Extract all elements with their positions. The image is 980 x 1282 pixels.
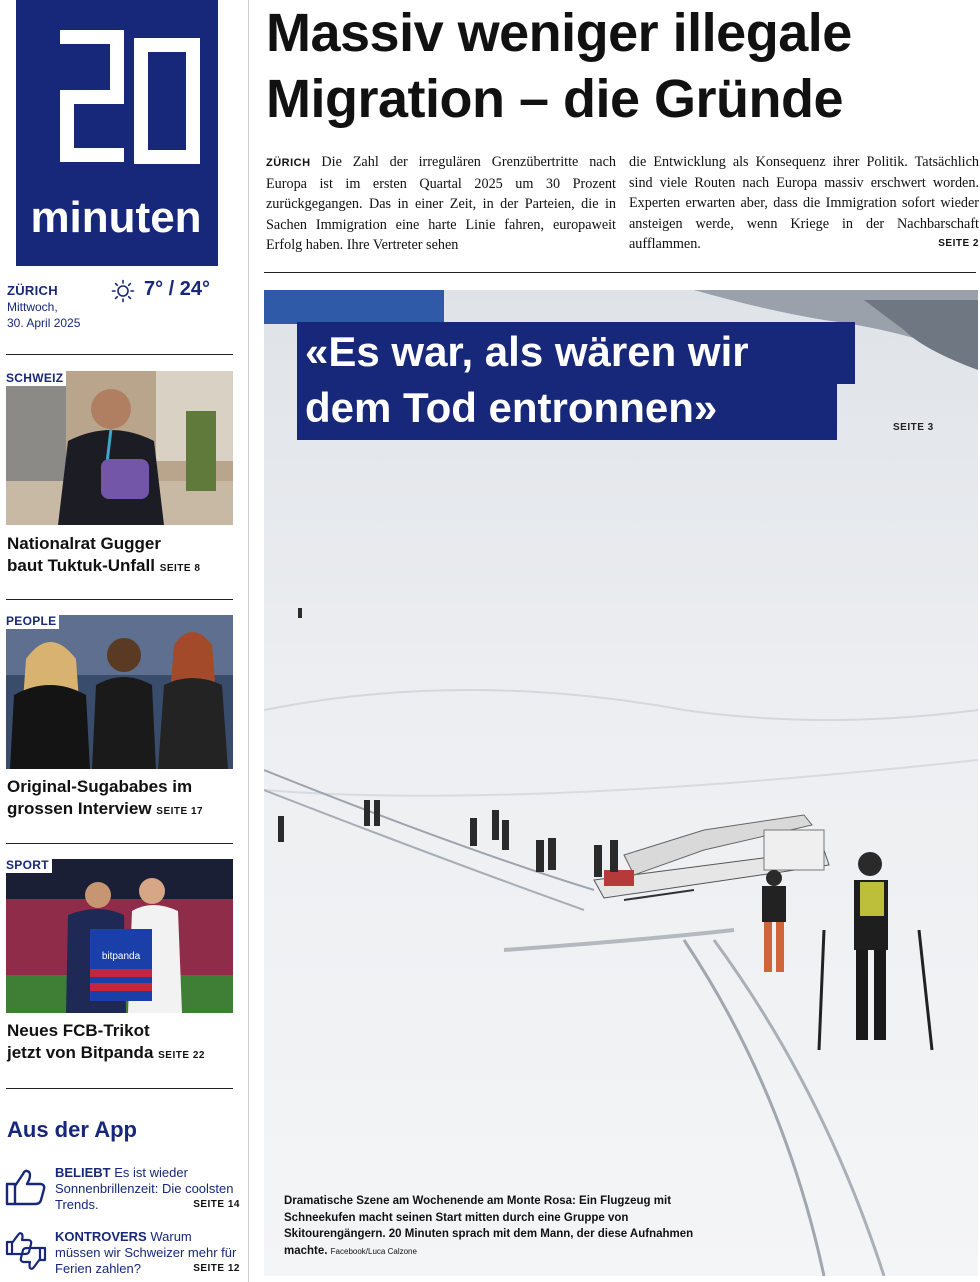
article-location: ZÜRICH	[266, 157, 311, 169]
teaser-image-sport[interactable]	[6, 859, 233, 1013]
logo-graphic	[16, 0, 218, 266]
app-section-title: Aus der App	[7, 1117, 137, 1142]
divider	[6, 1088, 233, 1089]
page-ref: SEITE 14	[193, 1199, 240, 1210]
section-label: SPORT	[6, 857, 52, 873]
main-quote[interactable]: «Es war, als wären wir	[297, 322, 855, 384]
masthead-logo[interactable]	[16, 0, 218, 266]
thumbs-up-icon	[5, 1166, 47, 1208]
headline[interactable]: Massiv weniger illegale Migration – die Gründe	[266, 3, 852, 129]
column-divider	[248, 0, 249, 1282]
article-column-1: ZÜRICH Die Zahl der irregulären Grenzübertritte nach Europa ist im ersten Quartal 2025 um 30 Prozent zurückgegangen. Das in einer Zeit, in der Parteien, die in Sachen Immigration eine harte Linie fahren, europaweit Erfolg haben. Ihre Vertreter sehen	[266, 154, 616, 253]
app-item-kontrovers[interactable]: KONTROVERS Warum müssen wir Schweizer mehr für Ferien zahlen? SEITE 12	[55, 1229, 240, 1276]
svg-text:bitpanda: bitpanda	[101, 951, 141, 962]
section-label: SCHWEIZ	[6, 370, 66, 386]
main-quote-line2[interactable]: dem Tod entronnen»	[297, 378, 837, 440]
teaser-title-people[interactable]: Original-Sugababes im grossen Interview SEITE 17	[7, 777, 204, 818]
page-ref: SEITE 2	[938, 238, 979, 249]
sun-icon	[111, 279, 135, 303]
page-ref: SEITE 3	[893, 422, 934, 433]
page-ref: SEITE 17	[156, 806, 204, 817]
app-item-beliebt[interactable]: BELIEBT Es ist wieder Sonnenbrillenzeit: Die coolsten Trends. SEITE 14	[55, 1165, 240, 1212]
photo-caption: Dramatische Szene am Wochenende am Monte Rosa: Ein Flugzeug mit Schneekufen macht seinen Start mitten durch eine Gruppe von Skitourengängern. 20 Minuten sprach mit dem Mann, der diese Aufnahmen machte. Facebook/Luca Calzone	[284, 1195, 694, 1257]
teaser-image-schweiz[interactable]	[6, 371, 233, 525]
logo-word: minuten	[30, 193, 202, 242]
divider	[6, 354, 233, 355]
divider	[6, 843, 233, 844]
weather-temperature: 7° / 24°	[144, 278, 211, 300]
page-ref: SEITE 8	[159, 563, 201, 574]
page-ref: SEITE 22	[158, 1050, 205, 1061]
teaser-title-schweiz[interactable]: Nationalrat Gugger baut Tuktuk-Unfall SEITE 8	[7, 534, 201, 575]
weather-date: 30. April 2025	[7, 316, 81, 330]
photo-credit: Facebook/Luca Calzone	[330, 1246, 417, 1256]
weather-city: ZÜRICH	[7, 283, 58, 298]
article-column-2: die Entwicklung als Konsequenz ihrer Politik. Tatsächlich sind viele Routen nach Europa massiv erschwert worden. Experten erwarten aber, dass die Immigration sofort wieder ansteigen werde, wenn Kriege in der Nachbarschaft aufflammen. SEITE 2	[629, 152, 979, 255]
thumbs-up-down-icon	[5, 1230, 47, 1272]
page-ref: SEITE 12	[193, 1263, 240, 1274]
divider	[264, 272, 976, 273]
section-label: PEOPLE	[6, 613, 59, 629]
teaser-title-sport[interactable]: Neues FCB-Trikot jetzt von Bitpanda SEITE 22	[7, 1021, 205, 1062]
divider	[6, 599, 233, 600]
weather-day: Mittwoch,	[7, 300, 58, 314]
teaser-image-people[interactable]	[6, 615, 233, 769]
